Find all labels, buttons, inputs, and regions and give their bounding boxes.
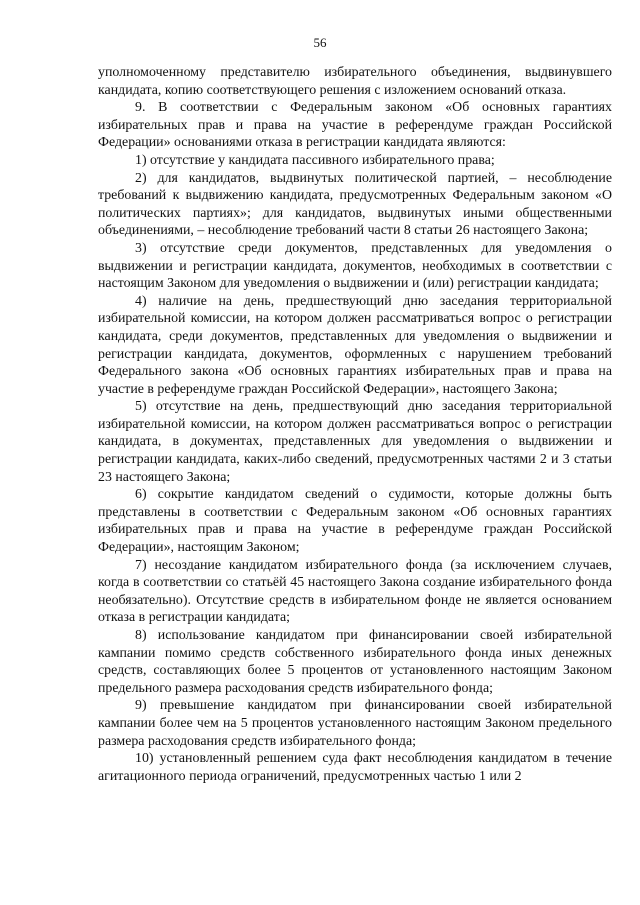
list-item-9: 9) превышение кандидатом при финансировании своей избирательной кампании более чем на 5 процентов установленного настоящим Законом предельного размера расходования средств избирательного фонда; bbox=[98, 698, 612, 749]
list-item-5: 5) отсутствие на день, предшествующий дню заседания территориальной избирательной комиссии, на котором должен рассматриваться вопрос о регистрации кандидата, в документах, представленных для уведомления о выдвижении и регистрации кандидата, каких-либо сведений, предусмотренных частями 2 и 3 статьи 23 настоящего Закона; bbox=[98, 399, 612, 485]
list-item-6: 6) сокрытие кандидатом сведений о судимости, которые должны быть представлены в соответствии с Федеральным законом «Об основных гарантиях избирательных прав и права на участие в референдуме граждан Российской Федерации», настоящим Законом; bbox=[98, 487, 612, 556]
document-body bbox=[98, 64, 612, 785]
list-item-1: 1) отсутствие у кандидата пассивного избирательного права; bbox=[135, 152, 495, 168]
list-item-4: 4) наличие на день, предшествующий дню заседания территориальной избирательной комиссии, на котором должен рассматриваться вопрос о регистрации кандидата, среди документов, представленных для уведомления о выдвижении и регистрации кандидата, документов, оформленных с нарушением требований Федерального закона «Об основных гарантиях избирательных прав и права на участие в референдуме граждан Российской Федерации», настоящего Закона; bbox=[98, 293, 612, 397]
list-item-8: 8) использование кандидатом при финансировании своей избирательной кампании помимо средств собственного избирательного фонда иных денежных средств, составляющих более 5 процентов от установленного настоящим Законом предельного размера расходования средств избирательного фонда; bbox=[98, 628, 612, 696]
list-item-3: 3) отсутствие среди документов, представленных для уведомления о выдвижении и регистрации кандидата, документов, необходимых в соответствии с настоящим Законом для уведомления о выдвижении и (или) регистрации кандидата; bbox=[98, 240, 612, 292]
list-item-10: 10) установленный решением суда факт несоблюдения кандидатом в течение агитационного периода ограничений, предусмотренных частью 1 или 2 bbox=[98, 751, 612, 784]
list-item-7: 7) несоздание кандидатом избирательного фонда (за исключением случаев, когда в соответствии со статьёй 45 настоящего Закона создание избирательного фонда необязательно). Отсутствие средств в избирательном фонде не является основанием отказа в регистрации кандидата; bbox=[98, 557, 612, 626]
page-number: 56 bbox=[313, 35, 327, 50]
paragraph-continuation: уполномоченному представителю избирательного объединения, выдвинувшего кандидата, копию соответствующего решения с изложением оснований отказа. bbox=[98, 65, 612, 98]
paragraph-item-9-intro: 9. В соответствии с Федеральным законом «Об основных гарантиях избирательных прав и права на участие в референдуме граждан Российской Федерации» основаниями отказа в регистрации кандидата являются: bbox=[98, 100, 612, 151]
list-item-2: 2) для кандидатов, выдвинутых политической партией, – несоблюдение требований к выдвижению кандидата, предусмотренных Федеральным законом «О политических партиях»; для кандидатов, выдвинутых иными общественными объединениями, – несоблюдение требований части 8 статьи 26 настоящего Закона; bbox=[98, 170, 612, 239]
